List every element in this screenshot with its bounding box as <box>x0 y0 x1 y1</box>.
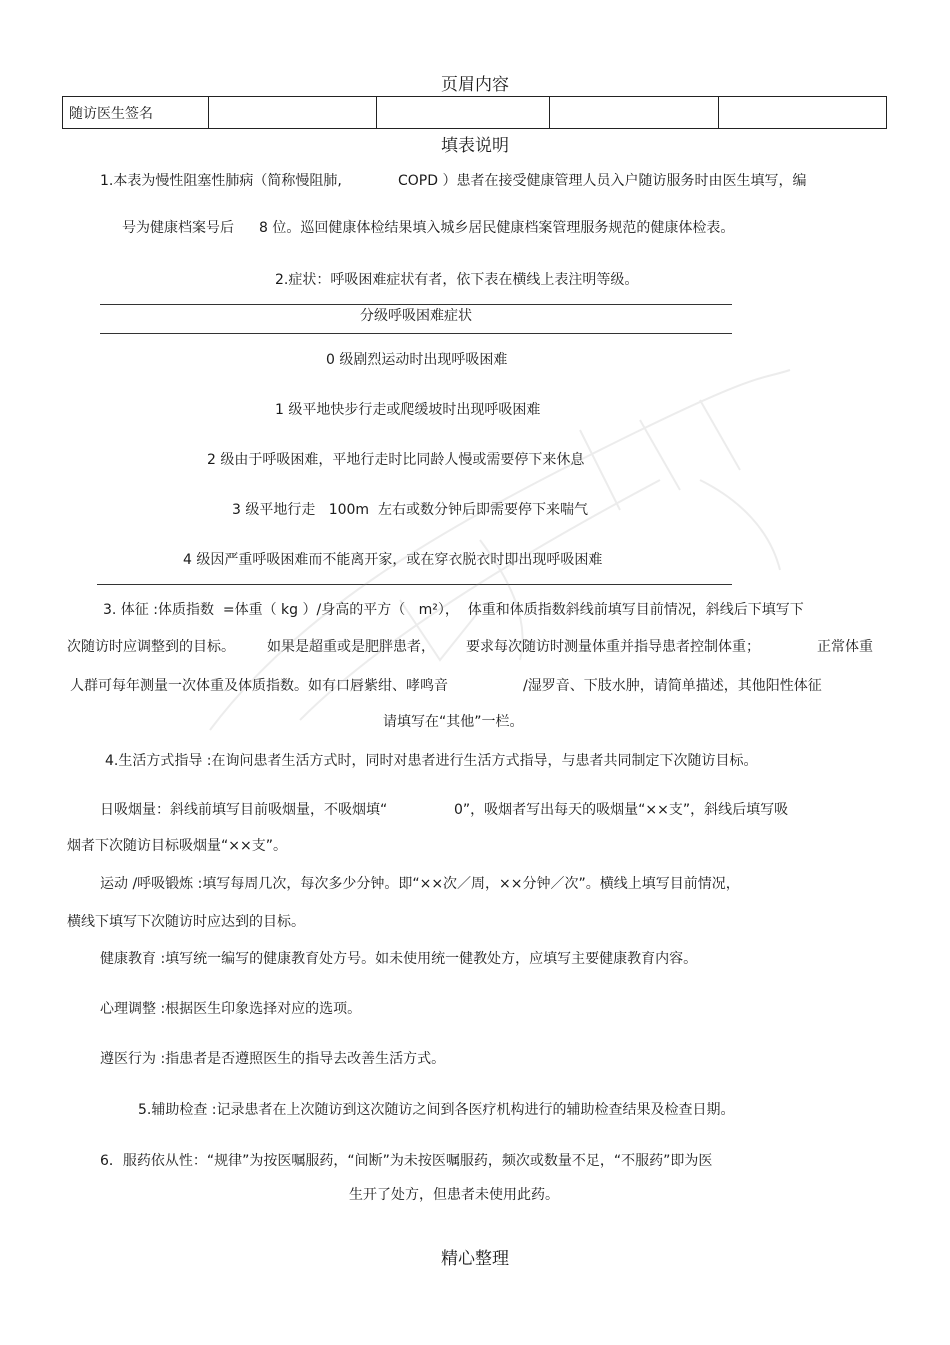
medical-compliance: 遵医行为 :指患者是否遵照医生的指导去改善生活方式。 <box>100 1051 446 1067</box>
psych-adjustment: 心理调整 :根据医生印象选择对应的选项。 <box>100 1001 362 1017</box>
item5-aux-exam: 5.辅助检查 :记录患者在上次随访到这次随访之间到各医疗机构进行的辅助检查结果及检查日期。 <box>138 1102 735 1118</box>
item3-line2-b: 如果是超重或是肥胖患者， <box>267 639 435 655</box>
dyspnea-grade-2: 2 级由于呼吸困难，平地行走时比同龄人慢或需要停下来休息 <box>207 452 585 468</box>
item3-line2-d: 正常体重 <box>817 639 873 655</box>
item3-line3-b: /湿罗音、下肢水肿，请简单描述，其他阳性体征 <box>523 678 822 694</box>
page-header: 页眉内容 <box>441 75 509 95</box>
dyspnea-table-header: 分级呼吸困难症状 <box>360 308 472 324</box>
exercise-line2: 横线下填写下次随访时应达到的目标。 <box>67 914 305 930</box>
item2-symptoms: 2.症状：呼吸困难症状有者，依下表在横线上表注明等级。 <box>275 272 639 288</box>
item3-line2-a: 次随访时应调整到的目标。 <box>67 639 235 655</box>
smoking-line1-b: 0”，吸烟者写出每天的吸烟量“××支”，斜线后填写吸 <box>454 802 789 818</box>
item4-lifestyle: 4.生活方式指导 :在询问患者生活方式时，同时对患者进行生活方式指导，与患者共同制定下次随访目标。 <box>105 753 758 769</box>
item6-line2: 生开了处方，但患者未使用此药。 <box>349 1187 559 1203</box>
signature-label: 随访医生签名 <box>63 97 209 129</box>
signature-cell-3[interactable] <box>550 97 719 129</box>
dyspnea-grade-3: 3 级平地行走 100m 左右或数分钟后即需要停下来喘气 <box>232 502 588 518</box>
item3-line2-c: 要求每次随访时测量体重并指导患者控制体重； <box>466 639 760 655</box>
signature-cell-4[interactable] <box>719 97 887 129</box>
page-footer: 精心整理 <box>441 1249 509 1269</box>
dyspnea-grade-1: 1 级平地快步行走或爬缓坡时出现呼吸困难 <box>275 402 541 418</box>
exercise-line1: 运动 /呼吸锻炼 :填写每周几次，每次多少分钟。即“××次／周，××分钟／次”。横线上填写目前情况， <box>100 876 740 892</box>
item1-line1-a: 1.本表为慢性阻塞性肺病（简称慢阻肺, <box>100 173 342 189</box>
dyspnea-grade-4: 4 级因严重呼吸困难而不能离开家，或在穿衣脱衣时即出现呼吸困难 <box>183 552 603 568</box>
signature-cell-1[interactable] <box>209 97 377 129</box>
health-education: 健康教育 :填写统一编写的健康教育处方号。如未使用统一健教处方，应填写主要健康教育内容。 <box>100 951 698 967</box>
signature-cell-2[interactable] <box>377 97 550 129</box>
instructions-title: 填表说明 <box>441 136 509 156</box>
item1-line2-a: 号为健康档案号后 <box>122 220 234 236</box>
item3-line3-a: 人群可每年测量一次体重及体质指数。如有口唇紫绀、哮鸣音 <box>70 678 448 694</box>
item1-line1-b: COPD ）患者在接受健康管理人员入户随访服务时由医生填写，编 <box>398 173 807 189</box>
doctor-signature-row <box>62 96 887 129</box>
smoking-line2: 烟者下次随访目标吸烟量“××支”。 <box>67 838 287 854</box>
dyspnea-grade-0: 0 级剧烈运动时出现呼吸困难 <box>326 352 508 368</box>
smoking-line1-a: 日吸烟量：斜线前填写目前吸烟量，不吸烟填“ <box>100 802 388 818</box>
table-header-rule <box>100 333 732 334</box>
item6-line1: 6．服药依从性：“规律”为按医嘱服药，“间断”为未按医嘱服药，频次或数量不足，“不服药”即为医 <box>100 1153 713 1169</box>
table-bottom-rule <box>97 584 732 585</box>
item1-line2-b: 8 位。巡回健康体检结果填入城乡居民健康档案管理服务规范的健康体检表。 <box>259 220 735 236</box>
item3-line4: 请填写在“其他”一栏。 <box>383 714 524 730</box>
table-top-rule <box>100 304 732 305</box>
item3-line1: 3. 体征 :体质指数 =体重（ kg ）/身高的平方（ m²）， 体重和体质指数斜线前填写目前情况，斜线后下填写下 <box>103 602 804 618</box>
